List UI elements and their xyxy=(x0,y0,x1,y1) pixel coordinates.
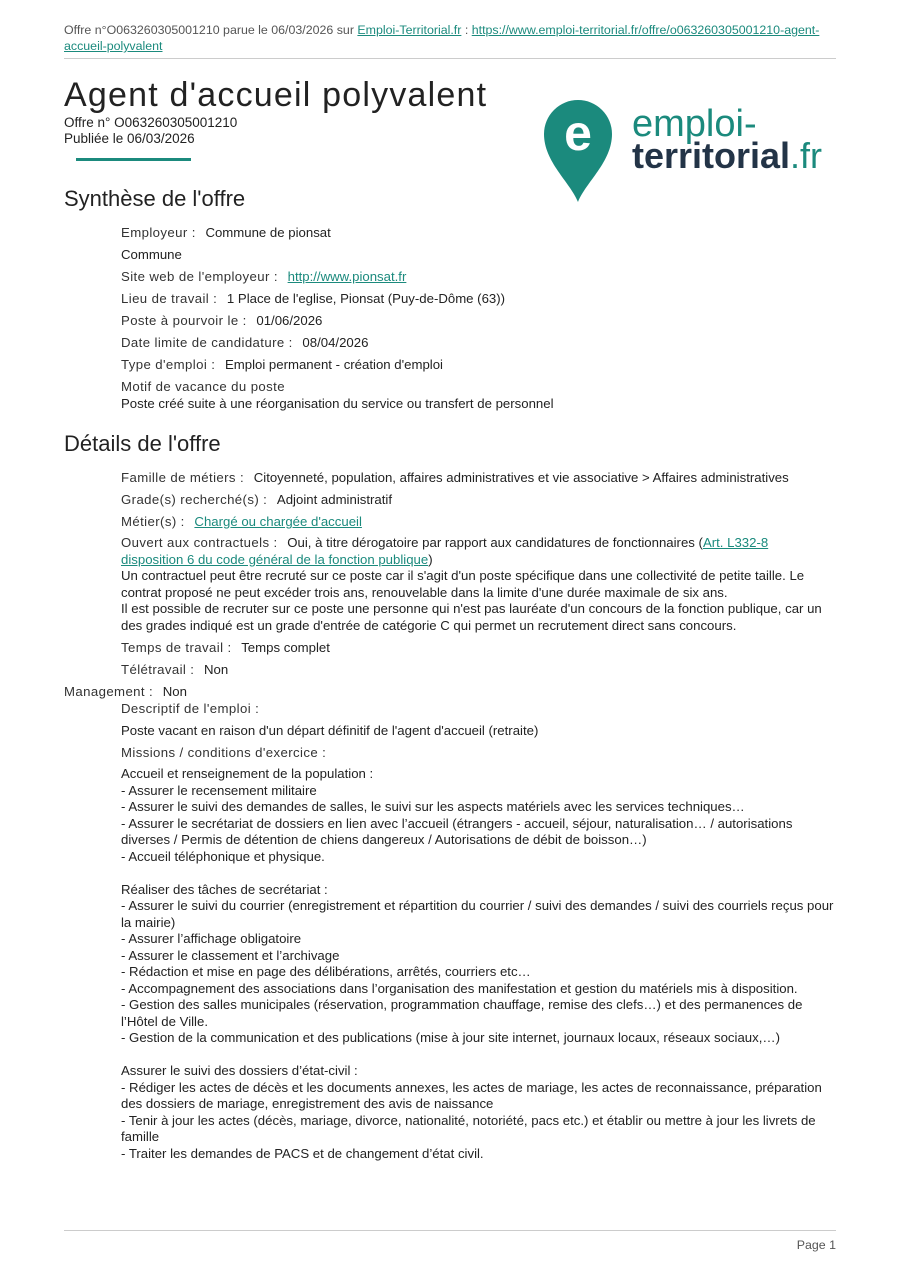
famille-label: Famille de métiers : xyxy=(121,470,245,485)
title-accent-bar xyxy=(76,158,191,161)
management-row xyxy=(64,683,836,700)
header-prefix: Offre n°O063260305001210 parue le 06/03/2026 sur xyxy=(64,23,354,37)
synthese-heading: Synthèse de l'offre xyxy=(64,186,246,211)
offer-url-line2: accueil-polyvalent xyxy=(64,39,163,53)
metier-row xyxy=(121,513,836,530)
missions-label: Missions / conditions d'exercice : xyxy=(121,745,327,760)
contract-text-1: Un contractuel peut être recruté sur ce poste car il s'agit d'un poste spécifique dans une collectivité de petite taille. Le contrat proposé ne peut excéder trois ans, renouvelable dans la limite d'une durée maximale de six ans. xyxy=(121,568,805,600)
temps-value: Temps complet xyxy=(241,640,330,655)
offer-number: Offre n° O063260305001210 xyxy=(64,115,238,130)
ouvert-row xyxy=(121,535,836,568)
teletravail-row xyxy=(121,661,836,678)
synthese-section xyxy=(121,224,836,412)
grade-row xyxy=(121,491,836,508)
logo-word-territorial xyxy=(632,135,822,176)
type-label: Type d'emploi : xyxy=(121,357,216,372)
metier-link[interactable]: Chargé ou chargée d'accueil xyxy=(194,514,362,529)
contract-text-2: Il est possible de recruter sur ce poste une personne qui n'est pas lauréate d'un concours de la fonction publique, car un des grades indiqué est un grade d'entrée de catégorie C qui permet un recrutement direct sans concours. xyxy=(121,601,822,633)
employer-website-link[interactable]: http://www.pionsat.fr xyxy=(287,269,407,284)
site-row xyxy=(121,268,836,285)
logo-word-emploi: emploi- xyxy=(632,103,757,145)
famille-row xyxy=(121,469,836,486)
famille-value: Citoyenneté, population, affaires administratives et vie associative > Affaires administratives xyxy=(253,470,789,485)
missions-text: Accueil et renseignement de la population : - Assurer le recensement militaire - Assurer le suivi des demandes de salles, le suivi sur les aspects matériels avec les services techniques… - Assurer le secrétariat de dossiers en lien avec l’accueil (étrangers - accueil, séjour, naturalisation… / autorisations diverses / Permis de détention de chiens dangereux / Autorisations de débit de boisson…) - Accueil téléphonique et physique. Réaliser des tâches de secrétariat : - Assurer le suivi du courrier (enregistrement et répartition du courrier / suivi des demandes / suivi des courriels reçus pour la mairie) - Assurer l’affichage obligatoire - Assurer le classement et l’archivage - Rédaction et mise en page des délibérations, arrêtés, courriers etc… - Accompagnement des associations dans l’organisation des manifestation et gestion du matériels mis à disposition. - Gestion des salles municipales (réservation, programmation chauffage, remise des clefs…) et des permanences de l’Hôtel de Ville. - Gestion de la communication et des publications (mise à jour site internet, journaux locaux, réseaux sociaux,…) Assurer le suivi des dossiers d’état-civil : - Rédiger les actes de décès et les documents annexes, les actes de mariage, les actes de reconnaissance, préparation des dossiers de mariage, enregistrement des avis de naissance - Tenir à jour les actes (décès, mariage, divorce, nationalité, notoriété, pacs etc.) et établir ou mettre à jour les livrets de famille - Traiter les demandes de PACS et de changement d’état civil. xyxy=(121,766,834,1161)
offer-url-line1: https://www.emploi-territorial.fr/offre/o063260305001210-agent- xyxy=(471,23,820,37)
grade-label: Grade(s) recherché(s) : xyxy=(121,492,268,507)
management-value: Non xyxy=(162,684,187,699)
grade-value: Adjoint administratif xyxy=(276,492,392,507)
descriptif-value: Poste vacant en raison d'un départ définitif de l'agent d'accueil (retraite) xyxy=(121,723,539,738)
employer-type: Commune xyxy=(121,247,182,262)
teletravail-value: Non xyxy=(204,662,229,677)
details-section xyxy=(64,469,836,1162)
teletravail-label: Télétravail : xyxy=(121,662,195,677)
emploi-territorial-logo xyxy=(540,92,830,210)
employeur-label: Employeur : xyxy=(121,225,196,240)
logo-suffix: .fr xyxy=(790,135,823,176)
header-separator: : xyxy=(464,23,469,37)
poste-value: 01/06/2026 xyxy=(256,313,323,328)
metier-label: Métier(s) : xyxy=(121,514,185,529)
ouvert-value: Oui, à titre dérogatoire par rapport aux candidatures de fonctionnaires ( xyxy=(287,535,703,550)
offer-reference xyxy=(64,115,237,147)
site-link[interactable]: Emploi-Territorial.fr xyxy=(357,23,462,37)
temps-row xyxy=(121,639,836,656)
poste-row xyxy=(121,312,836,329)
page-title: Agent d'accueil polyvalent xyxy=(64,76,488,114)
logo-territorial-text: territorial xyxy=(632,135,791,176)
details-heading: Détails de l'offre xyxy=(64,431,221,456)
type-row xyxy=(121,356,836,373)
lieu-row xyxy=(121,290,836,307)
date-label: Date limite de candidature : xyxy=(121,335,293,350)
poste-label: Poste à pourvoir le : xyxy=(121,313,247,328)
descriptif-label: Descriptif de l'emploi : xyxy=(121,701,260,716)
ouvert-label: Ouvert aux contractuels : xyxy=(121,535,278,550)
lieu-value: 1 Place de l'eglise, Pionsat (Puy-de-Dôme (63)) xyxy=(226,291,506,306)
date-row xyxy=(121,334,836,351)
employeur-row xyxy=(121,224,836,241)
motif-label: Motif de vacance du poste xyxy=(121,379,285,394)
motif-value: Poste créé suite à une réorganisation du service ou transfert de personnel xyxy=(121,396,554,411)
type-value: Emploi permanent - création d'emploi xyxy=(224,357,443,372)
temps-label: Temps de travail : xyxy=(121,640,232,655)
site-label: Site web de l'employeur : xyxy=(121,269,278,284)
lieu-label: Lieu de travail : xyxy=(121,291,218,306)
publication-date: Publiée le 06/03/2026 xyxy=(64,131,195,146)
legal-article-link-line2: disposition 6 du code général de la fonction publique xyxy=(121,551,429,567)
page-number: Page 1 xyxy=(796,1238,836,1252)
header-divider xyxy=(64,58,836,59)
date-value: 08/04/2026 xyxy=(302,335,369,350)
ouvert-close: ) xyxy=(428,551,433,567)
footer-divider xyxy=(64,1230,836,1231)
legal-article-link-line1: Art. L332-8 xyxy=(702,535,769,550)
logo-mark-letter: e xyxy=(564,105,592,161)
employeur-value: Commune de pionsat xyxy=(205,225,331,240)
management-label: Management : xyxy=(64,684,154,699)
header-line xyxy=(64,22,836,54)
